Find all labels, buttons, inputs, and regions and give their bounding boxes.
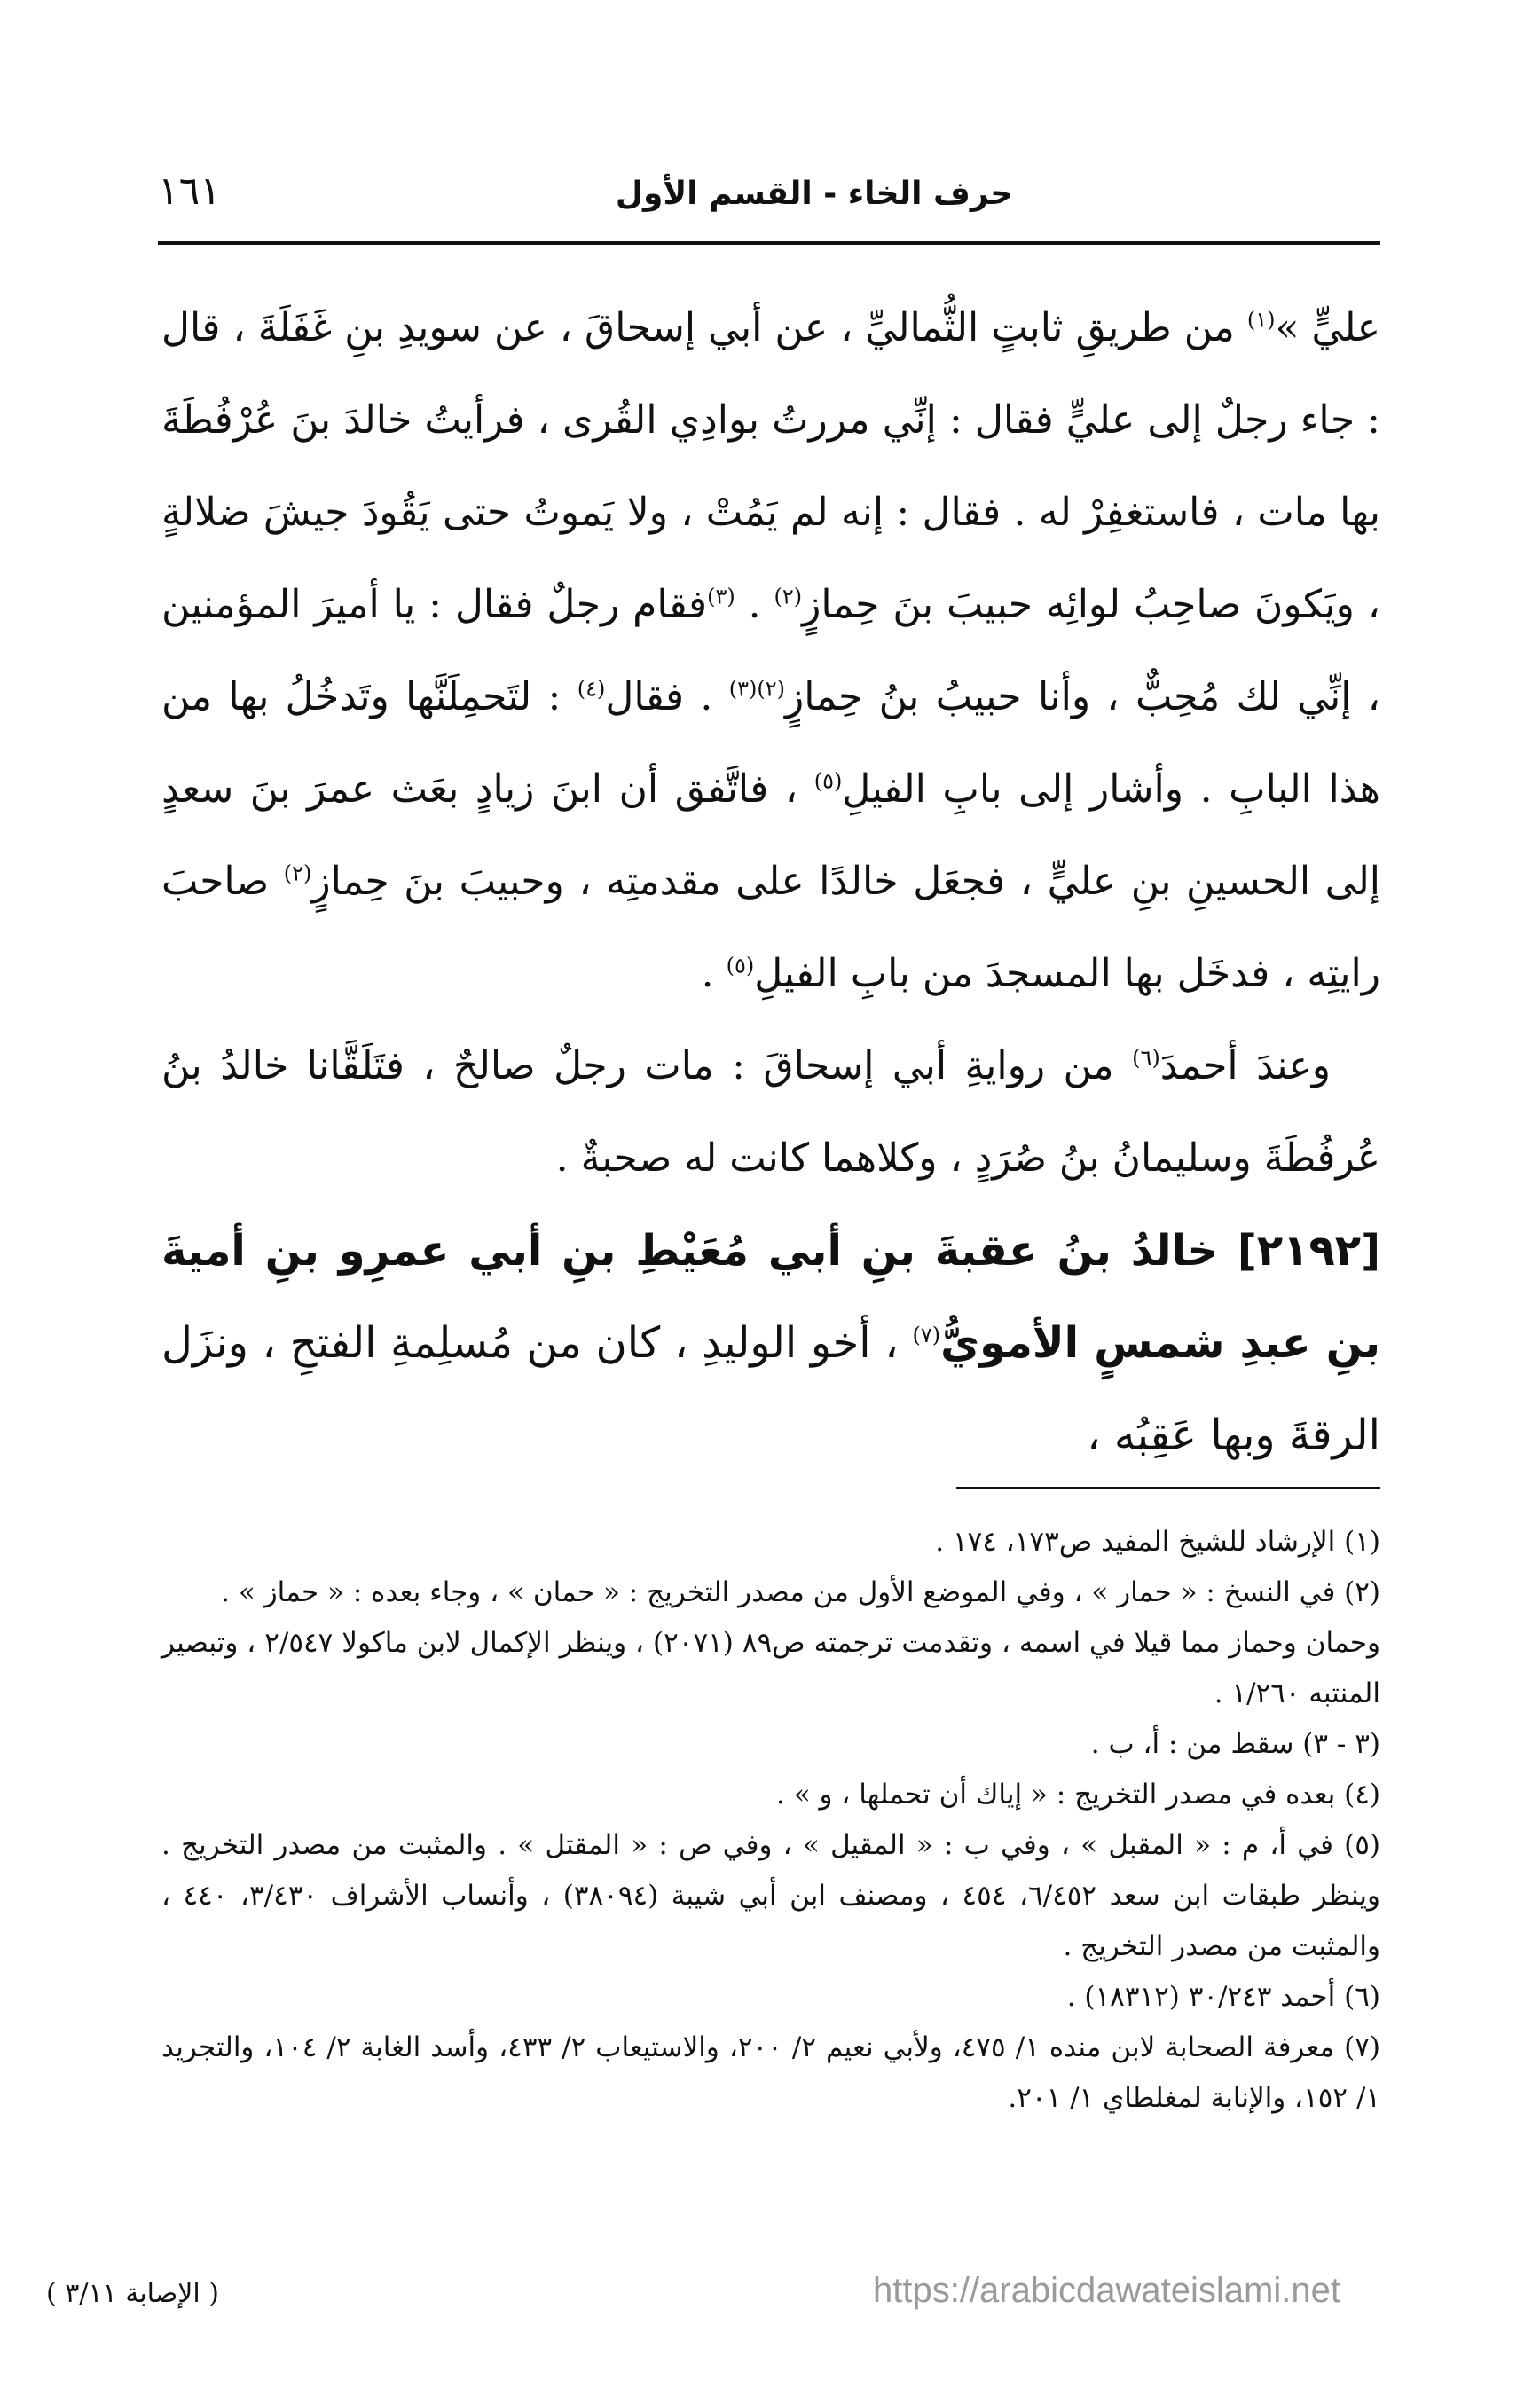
text-run: صاحبَ رايتِه ، فدخَل بها المسجدَ من بابِ الفيلِ: [161, 859, 1380, 996]
footnote-7: (٧) معرفة الصحابة لابن منده ١/ ٤٧٥، ولأبي نعيم ٢/ ٢٠٠، والاستيعاب ٢/ ٤٣٣، وأسد الغابة ٢/ ١٠٤، والتجريد ١/ ١٥٢، والإنابة لمغلطاي ١/ ٢٠١.: [161, 2031, 1380, 2114]
text-run: وعندَ أحمدَ: [1159, 1043, 1331, 1088]
footnote-ref: (٢): [283, 860, 312, 886]
text-run: من روايةِ أبي إسحاقَ : مات رجلٌ صالحٌ ، فتَلَقَّانا خالدُ بنُ عُرفُطَةَ وسليمانُ بنُ صُرَدٍ ، وكلاهما كانت له صحبةٌ .: [161, 1043, 1380, 1181]
text-run: ، أخو الوليدِ ، كان من مُسلِمةِ الفتحِ ، ونزَل الرقةَ وبها عَقِبُه ،: [161, 1318, 1380, 1460]
footnote-separator: [956, 1487, 1380, 1489]
footnote-ref: (١): [1246, 307, 1276, 333]
paragraph-1: [161, 282, 1380, 1020]
biography-entry: [161, 1205, 1380, 1481]
entry-heading: [٢١٩٢] خالدُ بنُ عقبةَ بنِ أبي مُعَيْطِ بنِ أبي عمرِو بنِ أميةَ بنِ عبدِ شمسٍ الأمويُّ: [161, 1226, 1380, 1368]
footnote-ref: (٧): [912, 1323, 941, 1347]
footnote-6: (٦) أحمد ٣٠/٢٤٣ (١٨٣١٢) .: [1066, 1981, 1380, 2013]
text-run: ، فاتَّفق أن ابنَ زيادٍ بعَث عمرَ بنَ سعدٍ إلى الحسينِ بنِ عليٍّ ، فجعَل خالدًا على مقدمتِه ، وحبيبَ بنَ حِمازٍ: [161, 766, 1380, 904]
footnote-ref: (٦): [1132, 1045, 1160, 1071]
header-rule: [158, 241, 1380, 245]
footnote-2-continued: وحمان وحماز مما قيلا في اسمه ، وتقدمت ترجمته ص٨٩ (٢٠٧١) ، وينظر الإكمال لابن ماكولا ٢/٥٤٧ ، وتبصير المنتبه ١/٢٦٠ .: [161, 1627, 1380, 1709]
footnote-4: (٤) بعده في مصدر التخريج : « إياك أن تحملها ، و » .: [776, 1779, 1380, 1811]
text-run: : لتَحمِلَنَّها وتَدخُلُ بها من هذا البابِ . وأشار إلى بابِ الفيلِ: [161, 674, 1380, 812]
page-header: [158, 169, 1380, 240]
footnote-3: (٣ - ٣) سقط من : أ، ب .: [1090, 1728, 1380, 1760]
running-title: حرف الخاء - القسم الأول: [615, 176, 1014, 212]
text-run: . فقال: [605, 674, 729, 719]
footnote-ref: (٤): [577, 676, 606, 702]
text-run: فقام رجلٌ فقال : يا أميرَ المؤمنين ، إنِّي لك مُحِبٌّ ، وأنا حبيبُ بنُ حِمازٍ: [161, 582, 1381, 719]
paragraph-2: [161, 1020, 1380, 1205]
watermark-url: https://arabicdawateislami.net: [873, 2271, 1340, 2310]
text-run: عليٍّ »: [1275, 305, 1381, 350]
footnote-ref: (٥): [726, 953, 755, 978]
footnote-5: (٥) في أ، م : « المقبل » ، وفي ب : « المقيل » ، وفي ص : « المقتل » . والمثبت من مصدر التخريج . وينظر طبقات ابن سعد ٦/٤٥٢، ٤٥٤ ، ومصنف ابن أبي شيبة (٣٨٠٩٤) ، وأنساب الأشراف ٣/٤٣٠، ٤٤٠ ، والمثبت من مصدر التخريج .: [161, 1829, 1381, 1962]
footnote-ref: (٢): [774, 584, 803, 609]
text-run: .: [735, 582, 774, 627]
footnote-ref: (٥): [813, 768, 843, 794]
footnote-ref: (٢)(٣): [728, 676, 785, 702]
text-run: من طريقِ ثابتٍ الثُّماليِّ ، عن أبي إسحاقَ ، عن سويدِ بنِ غَفَلَةَ ، قال : جاء رجلٌ إلى عليٍّ فقال : إنِّي مررتُ بوادِي القُرى ، فرأيتُ خالدَ بنَ عُرْفُطَةَ بها مات ، فاستغفِرْ له . فقال : إنه لم يَمُتْ ، ولا يَموتُ حتى يَقُودَ جيشَ ضلالةٍ ، ويَكونَ صاحِبُ لوائِه حبيبَ بنَ حِمازٍ: [161, 305, 1380, 627]
volume-signature: ( الإصابة ٣/١١ ): [46, 2278, 219, 2309]
footnote-2: (٢) في النسخ : « حمار » ، وفي الموضع الأول من مصدر التخريج : « حمان » ، وجاء بعده : « حماز » .: [221, 1576, 1380, 1608]
footnote-1: (١) الإرشاد للشيخ المفيد ص١٧٣، ١٧٤ .: [935, 1526, 1380, 1558]
footnotes: [161, 1517, 1380, 2124]
footnote-ref: (٣): [707, 584, 735, 609]
main-text: [161, 282, 1380, 1481]
page-number: ١٦١: [158, 169, 221, 214]
text-run: .: [701, 951, 727, 996]
